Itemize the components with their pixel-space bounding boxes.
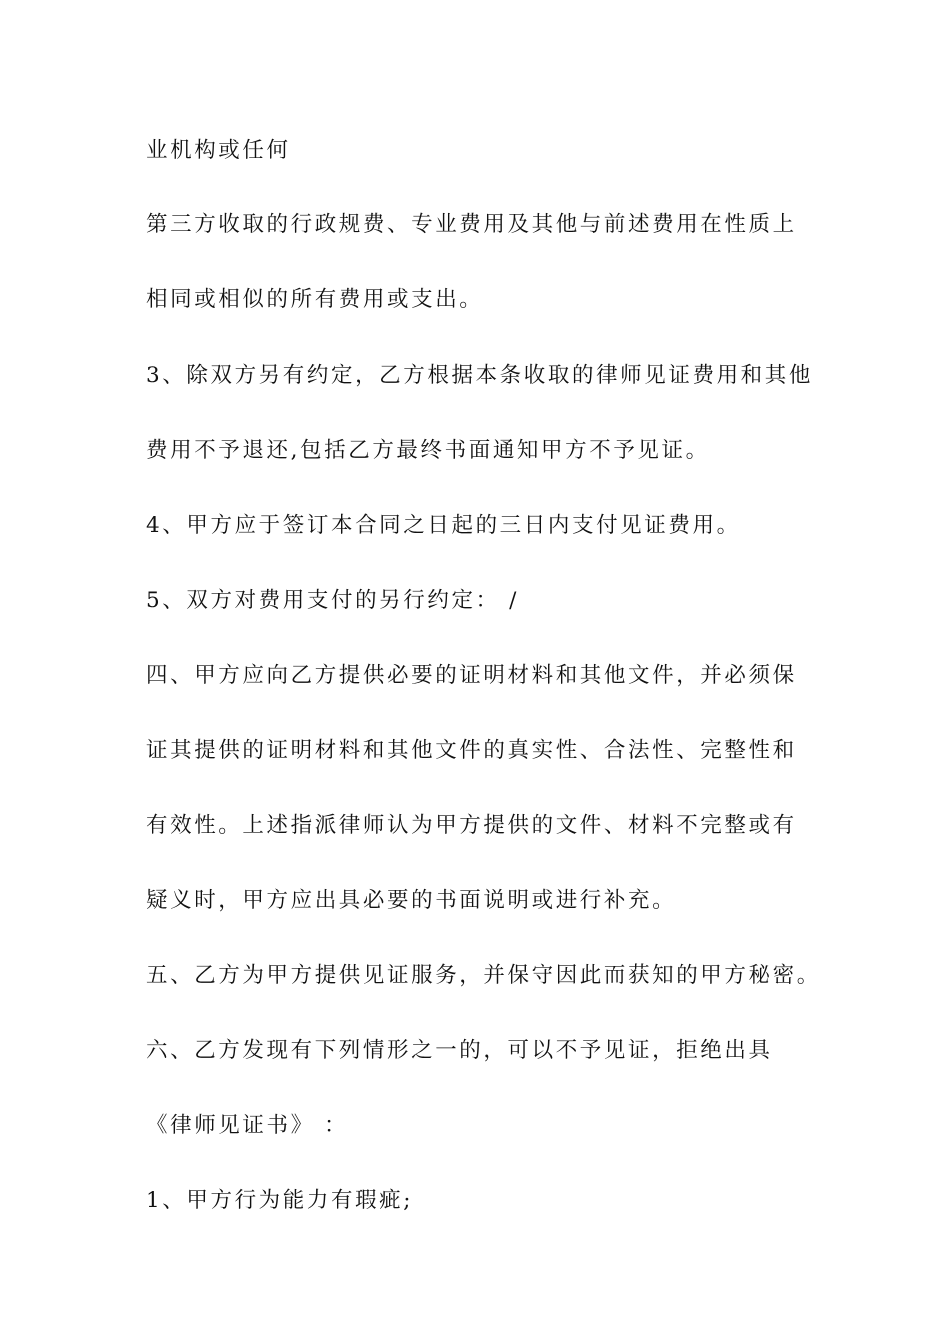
text-line: 业机构或任何: [146, 138, 291, 163]
text-line: 疑义时，甲方应出具必要的书面说明或进行补充。: [146, 888, 677, 913]
text-line: 四、甲方应向乙方提供必要的证明材料和其他文件，并必须保: [146, 663, 797, 688]
text-line: 第三方收取的行政规费、专业费用及其他与前述费用在性质上: [146, 212, 797, 237]
text-line: 费用不予退还,包括乙方最终书面通知甲方不予见证。: [146, 438, 710, 463]
text-line: 4、甲方应于签订本合同之日起的三日内支付见证费用。: [146, 513, 741, 538]
text-line: 《律师见证书》 ：: [146, 1113, 349, 1138]
text-line: 1、甲方行为能力有瑕疵;: [146, 1188, 414, 1213]
text-line: 六、乙方发现有下列情形之一的，可以不予见证，拒绝出具: [146, 1038, 773, 1063]
text-line: 相同或相似的所有费用或支出。: [146, 287, 484, 312]
text-line: 有效性。上述指派律师认为甲方提供的文件、材料不完整或有: [146, 813, 797, 838]
text-line: 3、除双方另有约定，乙方根据本条收取的律师见证费用和其他: [146, 363, 813, 388]
text-line: 证其提供的证明材料和其他文件的真实性、合法性、完整性和: [146, 738, 797, 763]
text-line: 五、乙方为甲方提供见证服务，并保守因此而获知的甲方秘密。: [146, 963, 821, 988]
text-line: 5、双方对费用支付的另行约定： /: [146, 588, 519, 613]
